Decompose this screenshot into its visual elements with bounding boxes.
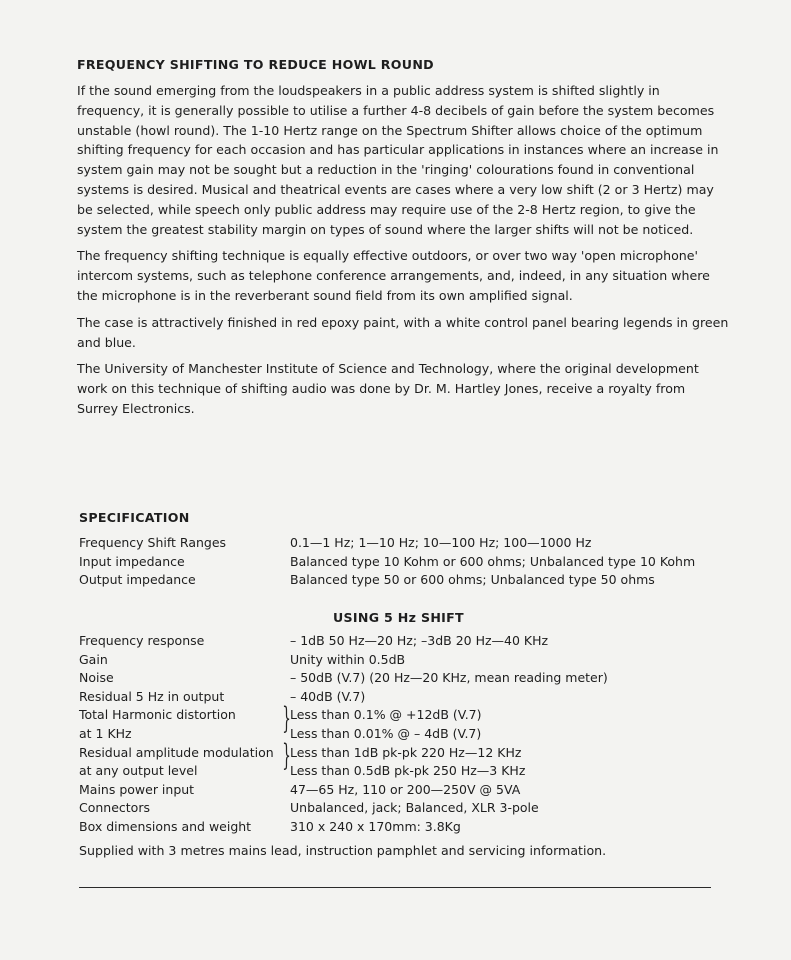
spec-row [79, 688, 739, 707]
spec-row [79, 651, 739, 670]
spec-value: Unity within 0.5dB [290, 651, 406, 667]
spec-value: 47—65 Hz, 110 or 200—250V @ 5VA [290, 781, 521, 797]
spec-label: Residual 5 Hz in output [79, 688, 225, 704]
spec-value: Less than 0.1% @ +12dB (V.7) [290, 707, 482, 723]
spec-row [79, 669, 739, 688]
spec-label: Frequency Shift Ranges [79, 535, 227, 550]
spec-value: Balanced type 10 Kohm or 600 ohms; Unbalanced type 10 Kohm [290, 553, 696, 569]
paragraph-intercom: The frequency shifting technique is equally effective outdoors, or over two way 'open microphone' intercom systems, such as telephone conference arrangements, and, indeed, in any situation where the microphone is in the reverberant sound field from its own amplified signal. [77, 248, 710, 303]
right-brace-icon: } [282, 701, 291, 736]
spec-value: – 1dB 50 Hz—20 Hz; –3dB 20 Hz—40 KHz [290, 633, 549, 648]
spec-label: at 1 KHz [79, 725, 132, 741]
spec-value: Less than 1dB pk-pk 220 Hz—12 KHz [290, 744, 522, 760]
spec-row [79, 632, 739, 651]
spec-label: Mains power input [79, 781, 195, 797]
spec-row [79, 781, 739, 800]
spec-value: Unbalanced, jack; Balanced, XLR 3-pole [290, 800, 539, 816]
spec-value: – 50dB (V.7) (20 Hz—20 KHz, mean reading meter) [290, 670, 608, 686]
spec-row [79, 744, 739, 763]
paragraph-howl-round: If the sound emerging from the loudspeakers in a public address system is shifted slightly in frequency, it is generally possible to utilise a further 4-8 decibels of gain before the system becomes unstable (howl round). The 1-10 Hertz range on the Spectrum Shifter allows choice of the optimum shifting frequency for each occasion and has particular applications in instances where an increase in system gain may not be sought but a reduction in the 'ringing' colourations found in conventional systems is desired. Musical and theatrical events are cases where a very low shift (2 or 3 Hertz) may be selected, while speech only public address may require use of the 2-8 Hertz region, to give the system the greatest stability margin on types of sound where the larger shifts will not be noticed. [77, 83, 719, 237]
spec-row [79, 818, 739, 837]
divider [79, 887, 711, 888]
spec-row [79, 725, 739, 744]
spec-value: – 40dB (V.7) [290, 688, 366, 704]
spec-label: Residual amplitude modulation [79, 744, 274, 760]
spec-label: Connectors [79, 800, 150, 816]
spec-label: Output impedance [79, 572, 196, 588]
specification-heading: SPECIFICATION [79, 510, 190, 525]
spec-value: Balanced type 50 or 600 ohms; Unbalanced type 50 ohms [290, 572, 655, 588]
spec-label: Input impedance [79, 553, 185, 569]
spec-label: Noise [79, 670, 114, 686]
intro-text [77, 81, 729, 426]
spec-value: 0.1—1 Hz; 1—10 Hz; 10—100 Hz; 100—1000 Hz [290, 535, 592, 550]
shift-heading: USING 5 Hz SHIFT [333, 610, 464, 625]
spec-label: Box dimensions and weight [79, 818, 252, 834]
spec-label: Frequency response [79, 633, 205, 648]
paragraph-case-finish: The case is attractively finished in red epoxy paint, with a white control panel bearing legends in green and blue. [77, 314, 729, 350]
supplied-note: Supplied with 3 metres mains lead, instruction pamphlet and servicing information. [79, 843, 607, 858]
spec-row [79, 571, 739, 590]
section-heading: FREQUENCY SHIFTING TO REDUCE HOWL ROUND [77, 57, 434, 72]
spec-value: Less than 0.5dB pk-pk 250 Hz—3 KHz [290, 763, 526, 779]
spec-label: Total Harmonic distortion [79, 707, 236, 723]
spec-row [79, 706, 739, 725]
spec-row [79, 799, 739, 818]
spec-row [79, 762, 739, 781]
spec-row [79, 534, 739, 553]
spec-value: 310 x 240 x 170mm: 3.8Kg [290, 818, 461, 834]
spec-value: Less than 0.01% @ – 4dB (V.7) [290, 725, 482, 741]
spec-row [79, 553, 739, 572]
right-brace-icon: } [282, 738, 291, 773]
spec-shift-list [79, 632, 739, 837]
spec-general-list [79, 534, 739, 590]
spec-label: Gain [79, 651, 108, 667]
paragraph-royalty: The University of Manchester Institute of Science and Technology, where the original development work on this technique of shifting audio was done by Dr. M. Hartley Jones, receive a royalty from Surrey Electronics. [77, 361, 699, 416]
spec-label: at any output level [79, 763, 198, 779]
